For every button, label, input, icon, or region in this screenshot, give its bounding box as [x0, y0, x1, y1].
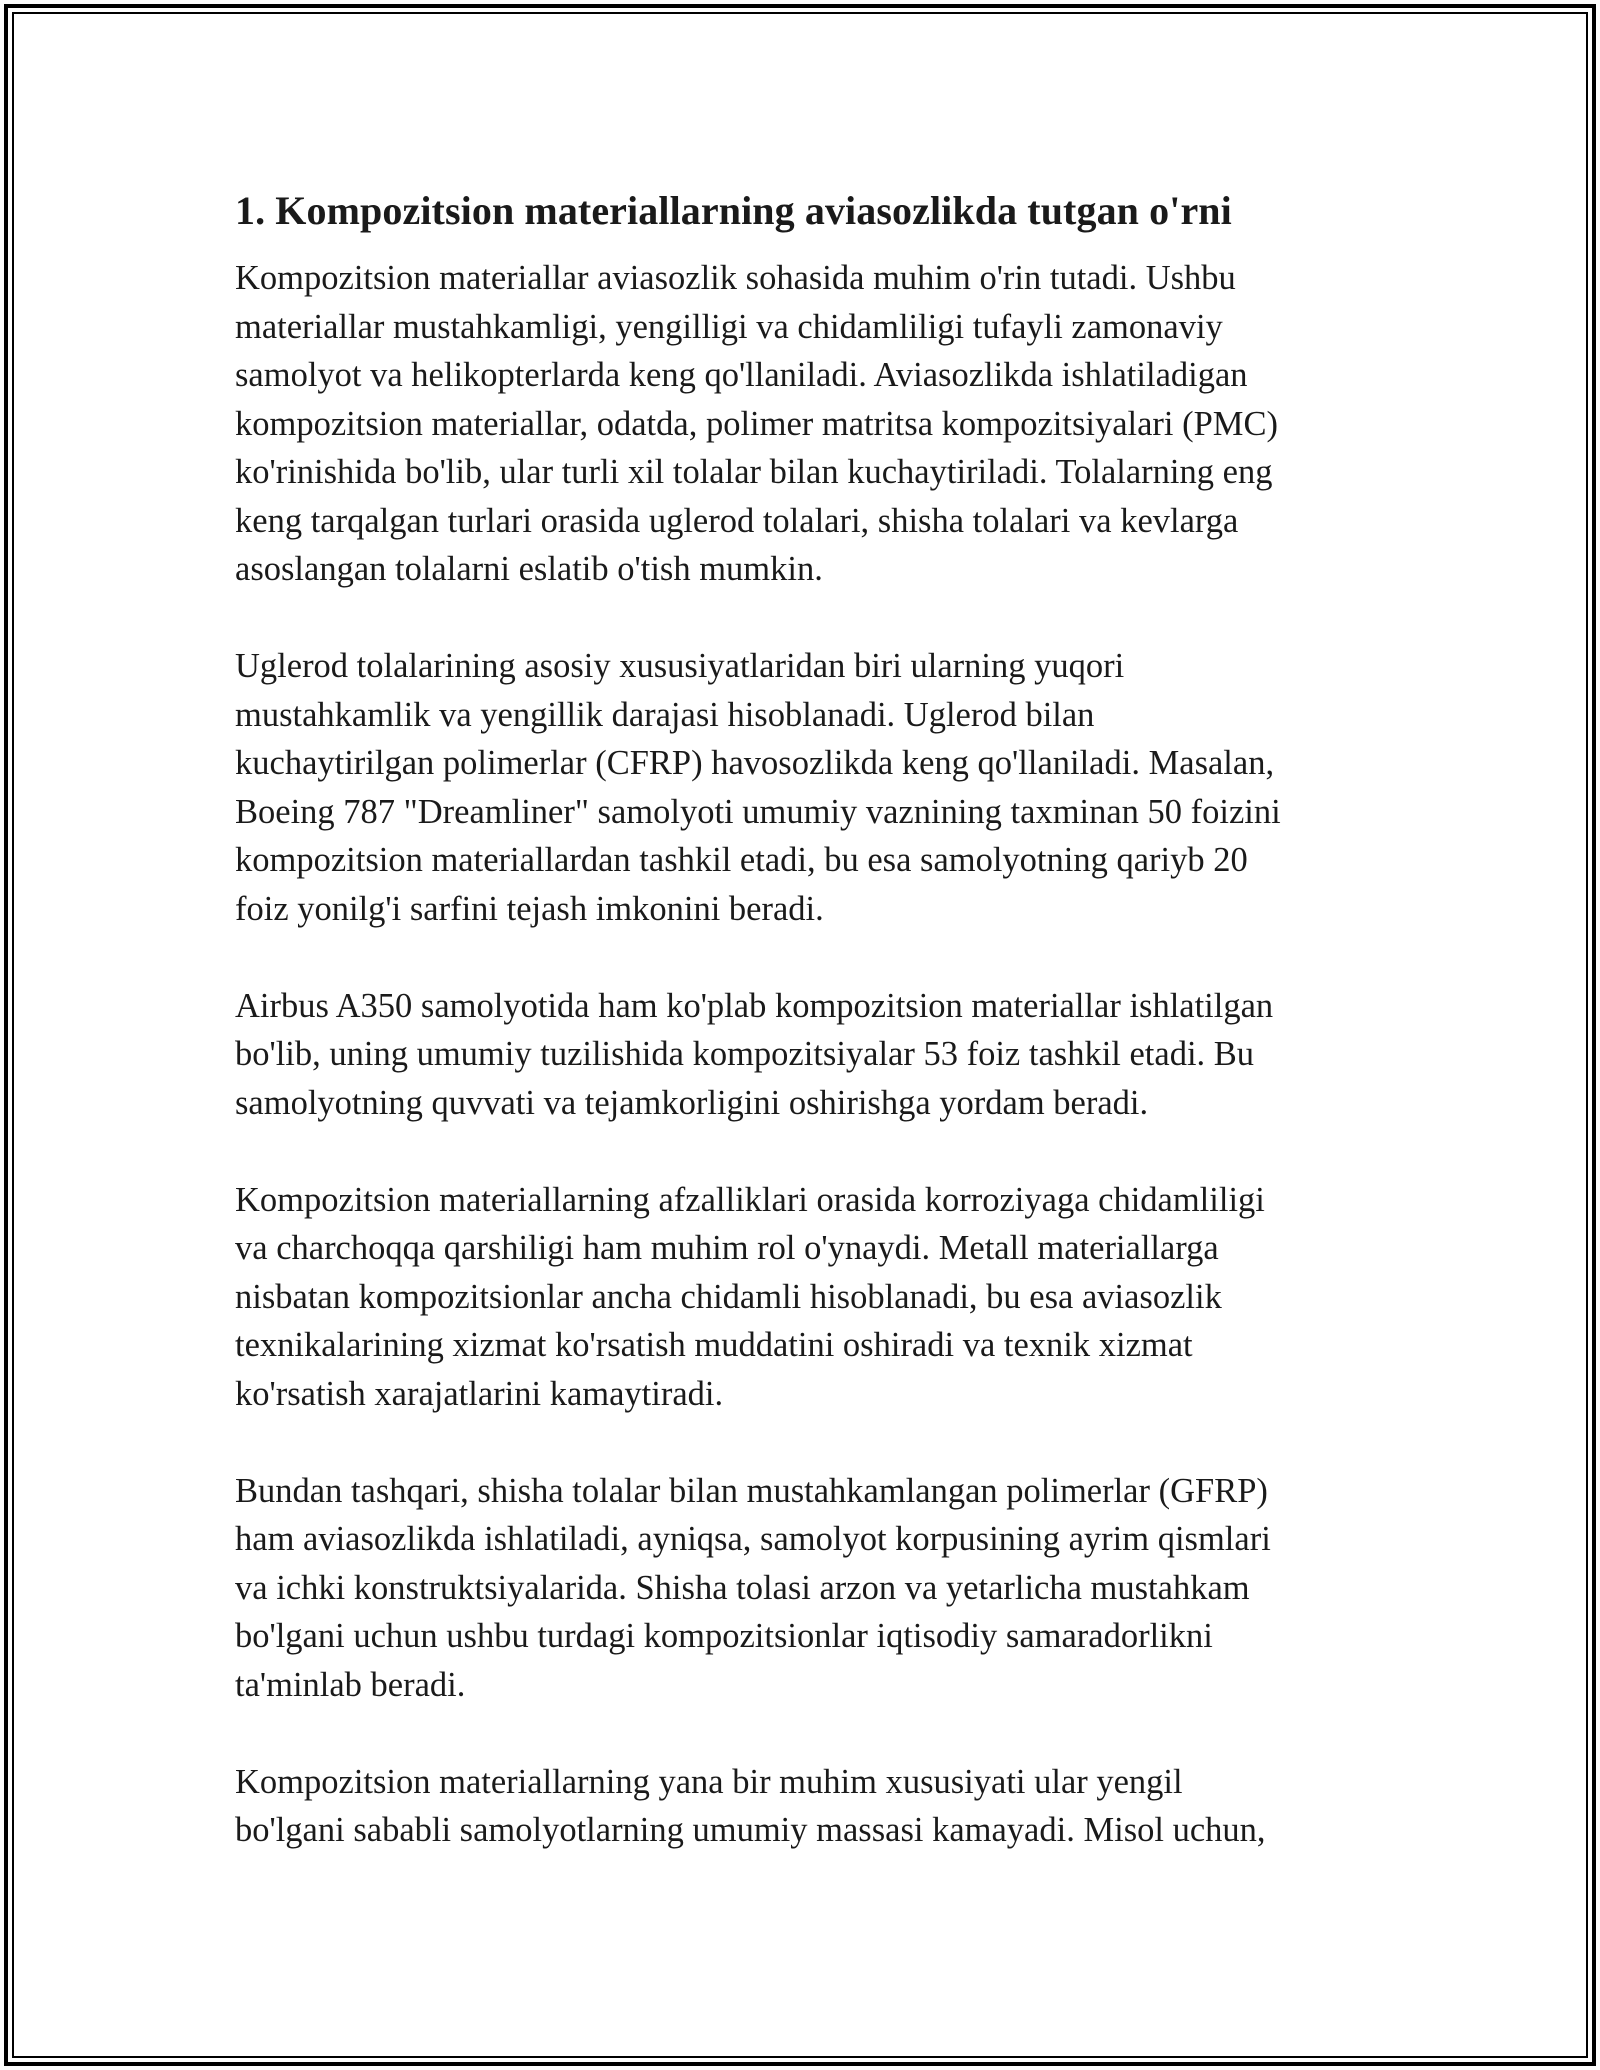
paragraph-1: Kompozitsion materiallar aviasozlik sohasida muhim o'rin tutadi. Ushbu materiallar mustahkamligi, yengilligi va chidamliligi tufayli zamonaviy samolyot va helikopterlarda keng qo'llaniladi. Aviasozlikda ishlatiladigan kompozitsion materiallar, odatda, polimer matritsa kompozitsiyalari (PMC) ko'rinishida bo'lib, ular turli xil tolalar bilan kuchaytiriladi. Tolalarning eng keng tarqalgan turlari orasida uglerod tolalari, shisha tolalari va kevlarga asoslangan tolalarni eslatib o'tish mumkin.	[235, 259, 1278, 588]
paragraph-4: Kompozitsion materiallarning afzalliklari orasida korroziyaga chidamliligi va charchoqqa qarshiligi ham muhim rol o'ynaydi. Metall materiallarga nisbatan kompozitsionlar ancha chidamli hisoblanadi, bu esa aviasozlik texnikalarining xizmat ko'rsatish muddatini oshiradi va texnik xizmat ko'rsatish xarajatlarini kamaytiradi.	[235, 1180, 1265, 1413]
paragraph-5: Bundan tashqari, shisha tolalar bilan mustahkamlangan polimerlar (GFRP) ham aviasozlikda ishlatiladi, ayniqsa, samolyot korpusining ayrim qismlari va ichki konstruktsiyalarida. Shisha tolasi arzon va yetarlicha mustahkam bo'lgani uchun ushbu turdagi kompozitsionlar iqtisodiy samaradorlikni ta'minlab beradi.	[235, 1471, 1271, 1704]
document-body	[235, 183, 1365, 1903]
paragraph-3: Airbus A350 samolyotida ham ko'plab kompozitsion materiallar ishlatilgan bo'lib, uning umumiy tuzilishida kompozitsiyalar 53 foiz tashkil etadi. Bu samolyotning quvvati va tejamkorligini oshirishga yordam beradi.	[235, 986, 1274, 1122]
section-heading: 1. Kompozitsion materiallarning aviasozlikda tutgan o'rni	[235, 188, 1232, 233]
paragraph-6: Kompozitsion materiallarning yana bir muhim xususiyati ular yengil bo'lgani sababli samolyotlarning umumiy massasi kamayadi. Misol uchun,	[235, 1762, 1266, 1849]
paragraph-2: Uglerod tolalarining asosiy xususiyatlaridan biri ularning yuqori mustahkamlik va yengillik darajasi hisoblanadi. Uglerod bilan kuchaytirilgan polimerlar (CFRP) havosozlikda keng qo'llaniladi. Masalan, Boeing 787 "Dreamliner" samolyoti umumiy vaznining taxminan 50 foizini kompozitsion materiallardan tashkil etadi, bu esa samolyotning qariyb 20 foiz yonilg'i sarfini tejash imkonini beradi.	[235, 647, 1281, 928]
